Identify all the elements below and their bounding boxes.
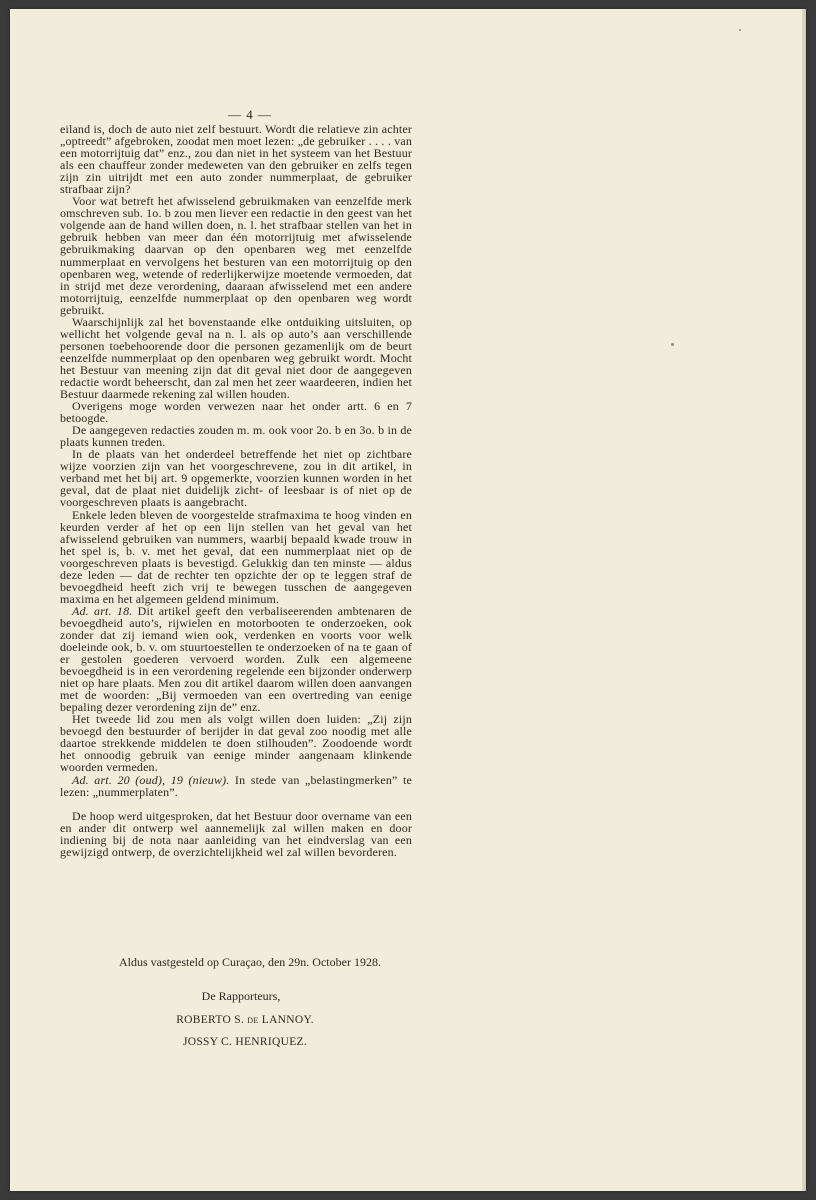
body-paragraph (60, 774, 412, 798)
body-paragraph (60, 123, 412, 195)
paragraph-text: In stede van „belastingmerken” te lezen: „nummerplaten”. (60, 772, 412, 799)
body-paragraph (60, 509, 412, 605)
rapporteurs-label: De Rapporteurs, (201, 989, 281, 1003)
paper-speck (671, 343, 674, 346)
rapporteur-name-1-first: ROBERTO S. (176, 1014, 245, 1026)
paragraph-text: In de plaats van het onderdeel betreffende het niet op zichtbare wijze voorzien zijn van het voorgeschrevene, zou in dit artikel, in verband met het bij art. 9 opgemerkte, voorzien kunnen worden in het geval, dat de plaat niet duidelijk zicht- of leesbaar is of niet op de voorgeschreven plaats is aangebracht. (60, 447, 412, 510)
rapporteur-name-1-last: LANNOY. (261, 1014, 314, 1026)
paragraph-text: De hoop werd uitgesproken, dat het Bestuur door overname van een en ander dit ontwerp wel aannemelijk zal willen maken en door indiening bij de nota naar aanleiding van het eindverslag van een gewijzigd ontwerp, de overzichtelijkheid wel zal willen bevorderen. (60, 808, 412, 859)
rapporteur-name-2: JOSSY C. HENRIQUEZ. (182, 1036, 308, 1048)
paragraph-text: Dit artikel geeft den verbaliseerenden ambtenaren de bevoegdheid auto’s, rijwielen en motorbooten te onderzoeken, ook zonder dat zij iemand wien ook, verdenken en voorts voor welk doeleinde ook, b. v. om stuurtoestellen te onderzoeken of na te gaan of er gestolen goederen vervoerd worden. Zulk een algemeene bevoegdheid is in een verordening regelende een bijzonder onderwerp niet op hare plaats. Men zou dit artikel daarom willen doen aanvangen met de woorden: „Bij vermoeden van een overtreding van eenige bepaling dezer verordening zijn de” enz. (60, 603, 413, 715)
page-number: — 4 — (228, 107, 272, 122)
paragraph-text: eiland is, doch de auto niet zelf bestuurt. Wordt die relatieve zin achter „optreedt” afgebroken, zoodat men moet lezen: „de gebruiker . . . . van een motorrijtuig dat” enz., zou dan niet in het systeem van het Bestuur als een chauffeur zonder medeweten van den gebruiker en zelfs tegen zijn zin uitrijdt met een auto zonder nummerplaat, de gebruiker strafbaar zijn? (60, 122, 412, 197)
article-reference: Ad. art. 20 (oud), 19 (nieuw). (72, 772, 230, 787)
date-line: Aldus vastgesteld op Curaçao, den 29n. October 1928. (119, 955, 381, 969)
document-page (10, 9, 806, 1191)
body-paragraph (60, 448, 412, 508)
paragraph-text: Het tweede lid zou men als volgt willen doen luiden: „Zij zijn bevoegd den bestuurder of berijder in dat geval zoo noodig met alle daartoe strekkende middelen te doen stilhouden”. Zoodoende wordt het onnoodig gebruik van eenige minder aangenaam klinkende woorden vermeden. (60, 712, 412, 775)
paragraph-text: Overigens moge worden verwezen naar het onder artt. 6 en 7 betoogde. (60, 399, 412, 426)
paragraph-text: De aangegeven redacties zouden m. m. ook voor 2o. b en 3o. b in de plaats kunnen treden. (60, 423, 412, 450)
body-paragraph (60, 605, 412, 713)
body-text-column (60, 123, 412, 858)
body-paragraph (60, 713, 412, 773)
body-paragraph (60, 195, 412, 315)
article-reference: Ad. art. 18. (72, 603, 133, 618)
body-paragraph (60, 316, 412, 400)
signature-block (60, 955, 412, 1048)
paper-speck (739, 29, 741, 31)
rapporteur-name-1-particle: de (247, 1014, 259, 1026)
paragraph-text: Voor wat betreft het afwisselend gebruikmaken van eenzelfde merk omschreven sub. 1o. b zou men liever een redactie in den geest van het volgende aan de hand willen doen, n. l. het strafbaar stellen van het in gebruik hebben van meer dan één motorrijtuig met afwisselende gebruikmaking daarvan op den openbaren weg met eenzelfde nummerplaat en vervolgens het besturen van een motorrijtuig op den openbaren weg, wetende of rederlijkerwijze moetende vermoeden, dat in strijd met deze verordening, daaraan afwisselend met een andere motorrijtuig, eenzelfde nummerplaat op den openbaren weg wordt gebruikt. (60, 194, 412, 317)
paragraph-text: Waarschijnlijk zal het bovenstaande elke ontduiking uitsluiten, op wellicht het volgende geval na n. l. als op auto’s aan verschillende personen toebehoorende door die personen gezamenlijk om de beurt eenzelfde nummerplaat op den openbaren weg gebruikt wordt. Mocht het Bestuur van meening zijn dat dit geval niet door de aangegeven redactie wordt beheerscht, dan zal men het zeer waardeeren, indien het Bestuur daarmede rekening zal willen houden. (60, 314, 412, 402)
body-paragraph (60, 810, 412, 858)
page-edge-shadow (802, 9, 806, 1191)
rapporteur-name-1 (60, 1014, 412, 1026)
paragraph-text: Enkele leden bleven de voorgestelde strafmaxima te hoog vinden en keurden verder af het op een lijn stellen van het geval van het afwisselend gebruiken van nummers, waarbij bepaald kwade trouw in het spel is, b. v. met het geval, dat een nummerplaat niet op de voorgeschreven plaats is bevestigd. Gelukkig dan ten minste — aldus deze leden — dat de rechter ten opzichte der op te leggen straf de bevoegdheid heeft zich vrij te bewegen tusschen de aangegeven maxima en het algemeen geldend minimum. (60, 507, 412, 606)
body-paragraph (60, 424, 412, 448)
body-paragraph (60, 400, 412, 424)
